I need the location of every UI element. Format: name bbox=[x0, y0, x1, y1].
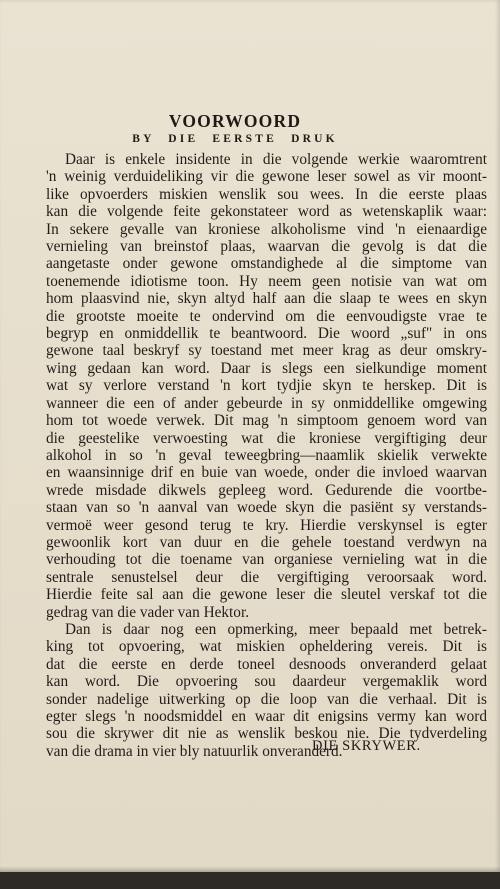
text-line: Daar is enkele insidente in die volgende werkie waaromtrent bbox=[65, 151, 487, 168]
text-line: gewoonlik kort van duur en die gehele toestand verdwyn na bbox=[46, 533, 487, 551]
text-line: In sekere gevalle van kroniese alkoholisme vind 'n eienaardige bbox=[46, 220, 487, 238]
text-line: gewone taal beskryf sy toestand met meer krag as deur omskry- bbox=[46, 342, 487, 360]
text-line: staan van so 'n aanval van woede skyn die pasiënt sy verstands- bbox=[46, 499, 487, 517]
text-line: van die drama in vier bly natuurlik onveranderd. bbox=[46, 742, 343, 760]
text-line: vernieling van breinstof plaas, waarvan die gevolg is dat die bbox=[46, 238, 487, 256]
text-line: die grootste moeite te ondervind om die eenvoudigste vrae te bbox=[46, 307, 487, 325]
text-line: kan die volgende feite gekonstateer word as wetenskaplik waar: bbox=[46, 203, 487, 221]
text-line: wat sy verlore verstand 'n kort tydjie skyn te herskep. Dit is bbox=[46, 377, 487, 395]
text-line: wing gedaan kan word. Daar is slegs een sielkundige moment bbox=[46, 359, 487, 377]
text-line: Hierdie feite sal aan die gewone leser die sleutel verskaf tot die bbox=[46, 586, 487, 604]
preface-body bbox=[46, 151, 487, 760]
text-line: gedrag van die vader van Hektor. bbox=[46, 603, 250, 621]
text-line: en waansinnige drif en buie van woede, onder die invloed waarvan bbox=[46, 464, 487, 482]
text-line: 'n weinig verduideliking vir die gewone leser sowel as vir moont- bbox=[46, 168, 487, 186]
text-line: Dan is daar nog een opmerking, meer bepaald met betrek- bbox=[65, 620, 487, 638]
text-line: alkohol in so 'n geval teweegbring—naamlik skielik verwekte bbox=[46, 446, 487, 464]
text-line: vermoë weer gesond terug te kry. Hierdie verskynsel is egter bbox=[46, 516, 487, 534]
text-line: begryp en onmiddellik te beantwoord. Die woord „suf" in ons bbox=[46, 325, 487, 343]
text-line: die geestelike verwoesting wat die kroniese vergiftiging deur bbox=[46, 429, 487, 447]
text-line: wanneer die een of ander gebeurde in sy onmiddellike omgewing bbox=[46, 394, 487, 412]
text-line: verhouding tot die toename van organiese vernieling wat in die bbox=[46, 551, 487, 569]
text-line: toenemende idiotisme toon. Hy neem geen notisie van wat om bbox=[46, 272, 487, 290]
text-line: dat die eerste en derde toneel desnoods onveranderd gelaat bbox=[46, 655, 487, 673]
text-line: like opvoerders miskien wenslik sou wees. In die eerste plaas bbox=[46, 185, 487, 203]
paragraph-2 bbox=[46, 621, 487, 760]
page-title: VOORWOORD bbox=[168, 111, 302, 131]
text-line: hom tot woede verwek. Dit mag 'n simptoom genoem word van bbox=[46, 412, 487, 430]
text-line: kan word. Die opvoering sou daardeur vergemaklik word bbox=[46, 673, 487, 691]
page-subtitle: BY DIE EERSTE DRUK bbox=[132, 133, 338, 145]
text-line: sonder nadelige uitwerking op die loop van die verhaal. Dit is bbox=[46, 690, 487, 708]
text-line: king tot opvoering, wat miskien opheldering vereis. Dit is bbox=[46, 638, 487, 656]
text-line: aangetaste onder gewone omstandighede al die simptome van bbox=[46, 255, 487, 273]
text-line: wrede misdade dikwels gepleeg word. Gedurende die voortbe- bbox=[46, 481, 487, 499]
author-signature: DIE SKRYWER. bbox=[312, 738, 421, 754]
text-line: hom plaasvind nie, skyn altyd half aan die slaap te wees en skyn bbox=[46, 290, 487, 308]
text-line: sou die skrywer dit nie as wenslik beskou nie. Die tydverdeling bbox=[46, 725, 487, 743]
text-line: egter slegs 'n noodsmiddel en waar dit enigsins vermy kan word bbox=[46, 708, 487, 725]
text-line: sentrale senustelsel deur die vergiftiging veroorsaak word. bbox=[46, 568, 487, 586]
paragraph-1 bbox=[46, 151, 487, 621]
